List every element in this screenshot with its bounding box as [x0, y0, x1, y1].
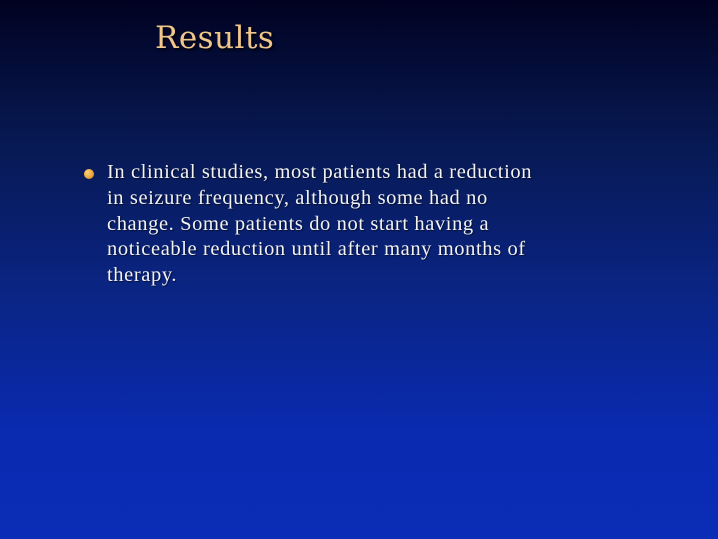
slide-title: Results [155, 20, 275, 56]
bullet-marker-icon [84, 169, 94, 179]
bullet-list [84, 160, 554, 289]
bullet-item [84, 160, 554, 289]
bullet-text: In clinical studies, most patients had a reduction in seizure frequency, although some had no change. Some patients do not start having a noticeable reduction until after many months of therapy. [107, 161, 533, 287]
